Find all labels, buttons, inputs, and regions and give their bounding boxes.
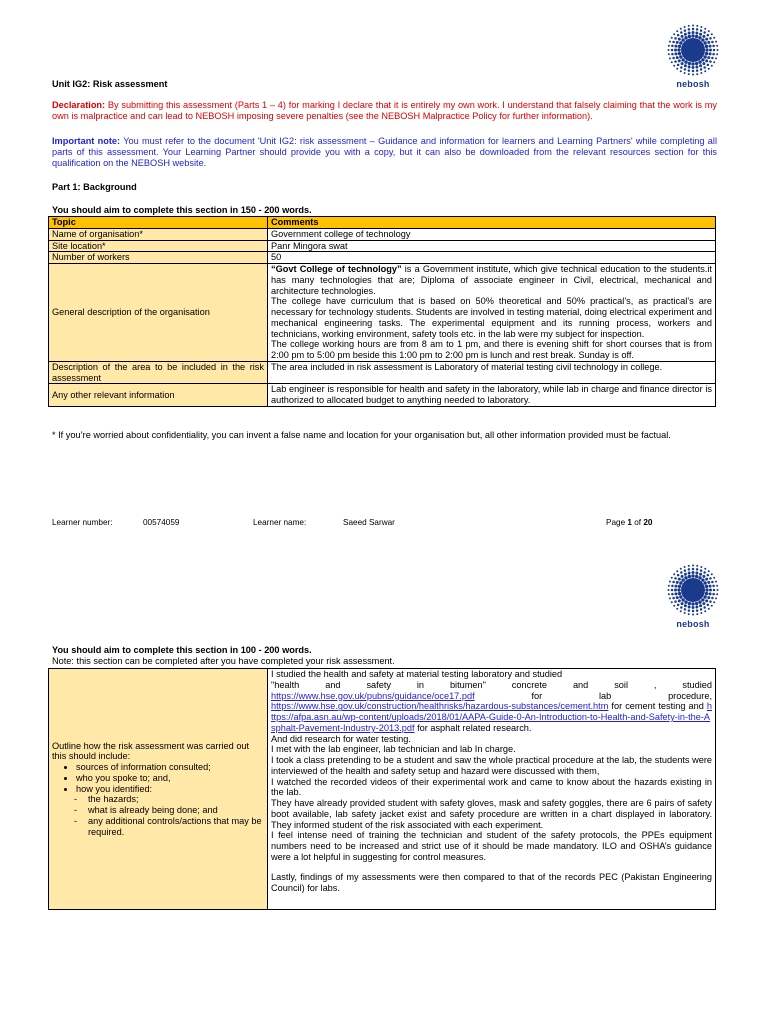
table-header-row: [49, 217, 716, 229]
header-comments: Comments: [268, 217, 716, 229]
nebosh-logo: [665, 562, 721, 630]
declaration-text: By submitting this assessment (Parts 1 – 4) for marking I declare that it is entirely my own work. I understand that falsely claiming that the work is my own is malpractice and can lead to NEBOSH imposing severe penalties (see the NEBOSH Malpractice Policy for further information).: [52, 100, 717, 122]
workers-label: Number of workers: [49, 252, 268, 264]
important-text: You must refer to the document 'Unit IG2: risk assessment – Guidance and information for learners and Learning Partners' while completing all parts of this assessment. Your Learning Partner should provide you with a copy, but it can also be downloaded from the relevant resources section for this qualification on the NEBOSH website.: [52, 136, 717, 169]
desc-label: General description of the organisation: [49, 264, 268, 362]
r3b: for cement testing and: [611, 701, 704, 712]
r2: "health and safety in bitumen" concrete and soil , studied: [271, 679, 712, 690]
list-item: • sources of information consulted;: [76, 762, 264, 773]
link-cement[interactable]: https://www.hse.gov.uk/construction/healthrisks/hazardous-substances/cement.htm: [271, 701, 609, 712]
link-aapa[interactable]: https://afpa.asn.au/wp-content/uploads/2018/01/AAPA-Guide-0-An-Introduction-to-Health-and-Safety-in-the-Asphalt-Pavement-Industry-2013.pdf: [271, 701, 712, 733]
other-value: Lab engineer is responsible for health and safety in the laboratory, while lab in charge and finance director is authorized to allocated budget to anything needed to laboratory.: [268, 384, 716, 407]
list-item: - any additional controls/actions that may be required.: [88, 816, 264, 838]
org-label: Name of organisation*: [49, 228, 268, 240]
footnote: * If you’re worried about confidentiality, you can invent a false name and location for your organisation but, all other information provided must be factual.: [52, 430, 671, 440]
table-row: [49, 669, 716, 910]
declaration: [52, 100, 717, 122]
table-row: [49, 240, 716, 252]
page-label: Page: [606, 518, 626, 527]
logo-text: nebosh: [676, 619, 710, 629]
list-item: - what is already being done; and: [88, 805, 264, 816]
area-value: The area included in risk assessment is Laboratory of material testing civil technology in college.: [268, 361, 716, 384]
r7: I took a class pretending to be a student and saw the whole practical procedure at the lab, the students were interviewed of the health and safety setup and hazard were discussed with them,: [271, 755, 712, 776]
r9: They have already provided student with safety gloves, mask and safety goggles, there are 6 pairs of safety boot available, lab safety jacket exist and safety procedure are written in a chart displayed in laboratory. They informed student of the risk associated with each experiment.: [271, 798, 712, 830]
table-row: [49, 228, 716, 240]
line-link1: [271, 691, 712, 702]
desc-p3: The college working hours are from 8 am to 1 pm, and there is evening shift for short courses that is from 2:00 pm to 5:00 pm beside this 1:00 pm to 2:00 pm is lunch and rest break. Sunday is off.: [271, 339, 712, 361]
r5: And did research for water testing.: [271, 733, 411, 744]
desc-bold: “Govt College of technology”: [271, 264, 402, 275]
r1: I studied the health and safety at material testing laboratory and studied: [271, 669, 563, 679]
method-table: [48, 668, 716, 910]
r8: I watched the recorded videos of their experimental work and came to know about the hazards existing in the lab.: [271, 776, 712, 798]
r3a: for lab procedure,: [531, 690, 712, 701]
r6: I met with the lab engineer, lab technician and lab In charge.: [271, 744, 516, 755]
line-link2: [271, 701, 712, 733]
table-row: [49, 264, 716, 362]
note-text: Note: this section can be completed after you have completed your risk assessment.: [52, 656, 395, 666]
r11: Lastly, findings of my assessments were then compared to that of the records PEC (Pakistan Engineering Council) for labs.: [271, 871, 712, 893]
aim-text-2: You should aim to complete this section in 100 - 200 words.: [52, 645, 312, 655]
other-label: Any other relevant information: [49, 384, 268, 407]
table-row: [49, 361, 716, 384]
nebosh-logo: [665, 22, 721, 90]
spacer: [271, 863, 712, 872]
logo-text: nebosh: [676, 79, 710, 89]
learner-number: 00574059: [143, 518, 180, 527]
desc-p2: The college have curriculum that is based on 50% theoretical and 50% practical’s, as practical’s are necessary for technology students. Students are involved in testing material, doing electrical experiment and mechanical engineering tasks. The experimental equipment and its running process, workers and technicians, working environment, safety tools etc. in the lab were my subject for inspection.: [271, 296, 712, 339]
link-oce17[interactable]: https://www.hse.gov.uk/pubns/guidance/oce17.pdf: [271, 690, 475, 701]
method-dashes: [52, 794, 264, 837]
site-label: Site location*: [49, 240, 268, 252]
background-table: [48, 216, 716, 407]
page-of: of: [634, 518, 642, 527]
method-bullets: [52, 762, 264, 794]
method-value-cell: [268, 669, 716, 910]
r10: I feel intense need of training the technician and student of the safety protocols, the PPEs equipment numbers need to be increased and strict use of it should be made mandatory. ILO and OSHA’s guidance were a lot helpful in suggesting for control measures.: [271, 830, 712, 863]
desc-p1: is a Government institute, which give technical education to the students.it has many technologies that are; Diploma of associate engineer in Civil, electrical, mechanical and architecture technologies.: [271, 264, 712, 296]
nebosh-logo-icon: [665, 562, 721, 618]
learner-name-label: Learner name:: [253, 518, 307, 527]
workers-value: 50: [268, 252, 716, 264]
site-value: Panr Mingora swat: [268, 240, 716, 252]
area-label: Description of the area to be included in the risk assessment: [49, 361, 268, 384]
page-total: 20: [643, 518, 653, 527]
desc-value: [268, 264, 716, 362]
aim-text: You should aim to complete this section in 150 - 200 words.: [52, 205, 312, 215]
declaration-label: Declaration:: [52, 100, 106, 110]
nebosh-logo-icon: [665, 22, 721, 78]
page-num: 1: [627, 518, 632, 527]
learner-name: Saeed Sarwar: [343, 518, 395, 527]
list-item: - the hazards;: [88, 794, 264, 805]
org-value: Government college of technology: [268, 228, 716, 240]
method-intro: Outline how the risk assessment was carried out this should include:: [52, 740, 250, 762]
part1-heading: Part 1: Background: [52, 182, 137, 192]
learner-number-label: Learner number:: [52, 518, 113, 527]
method-label-cell: [49, 669, 268, 910]
important-label: Important note:: [52, 136, 121, 146]
list-item: • how you identified:: [76, 784, 264, 795]
r4: for asphalt related research.: [417, 722, 532, 733]
page-indicator: [606, 518, 652, 528]
table-row: [49, 252, 716, 264]
important-note: [52, 136, 717, 169]
table-row: [49, 384, 716, 407]
list-item: • who you spoke to; and,: [76, 773, 264, 784]
header-topic: Topic: [49, 217, 268, 229]
unit-title: Unit IG2: Risk assessment: [52, 79, 168, 89]
